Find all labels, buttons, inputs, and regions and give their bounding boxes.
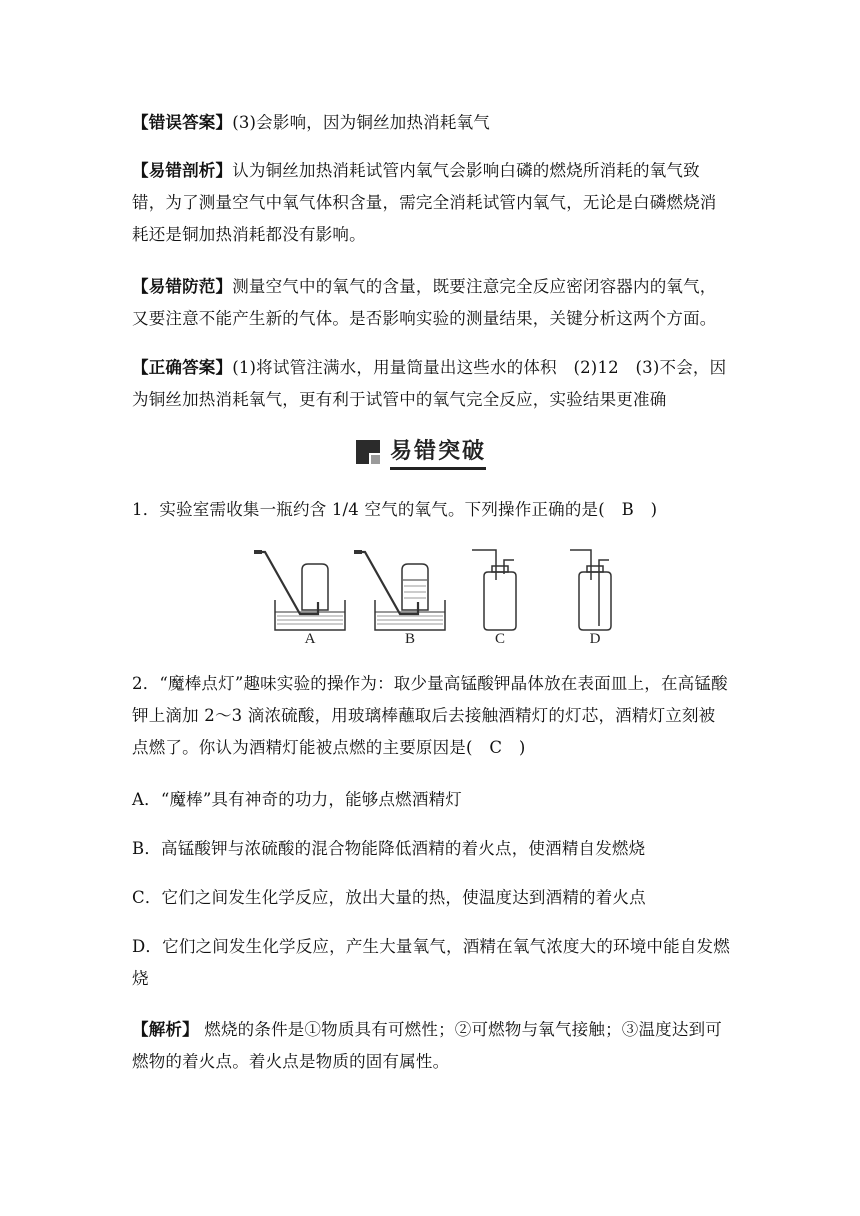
section-title: 易错突破 — [390, 434, 486, 470]
section-heading — [356, 432, 486, 472]
option-d — [132, 931, 732, 995]
error-prevention-paragraph — [132, 271, 732, 335]
question-1 — [132, 494, 732, 526]
question-2 — [132, 668, 732, 764]
error-analysis-text: 认为铜丝加热消耗试管内氧气会影响白磷的燃烧所消耗的氧气致错，为了测量空气中氧气体积含量，需完全消耗试管内氧气，无论是白磷燃烧消耗还是铜加热消耗都没有影响。 — [132, 161, 717, 244]
option-d-text: D．它们之间发生化学反应，产生大量氧气，酒精在氧气浓度大的环境中能自发燃烧 — [132, 937, 730, 988]
question-2-stem: 2．“魔棒点灯”趣味实验的操作为：取少量高锰酸钾晶体放在表面皿上，在高锰酸钾上滴加 2～3 滴浓硫酸，用玻璃棒蘸取后去接触酒精灯的灯芯，酒精灯立刻被点燃了。你认为酒精灯能被点燃的主要原因是( C ) — [132, 674, 728, 757]
correct-answer-paragraph — [132, 352, 732, 416]
analysis-text: 燃烧的条件是①物质具有可燃性；②可燃物与氧气接触；③温度达到可燃物的着火点。着火点是物质的固有属性。 — [132, 1020, 722, 1071]
correct-answer-tag: 【正确答案】 — [132, 358, 233, 377]
option-a — [132, 784, 732, 816]
error-prevention-tag: 【易错防范】 — [132, 277, 233, 296]
gas-collection-figure — [250, 540, 630, 655]
error-prevention-text: 测量空气中的氧气的含量，既要注意完全反应密闭容器内的氧气，又要注意不能产生新的气体。是否影响实验的测量结果，关键分析这两个方面。 — [132, 277, 717, 328]
option-b — [132, 833, 732, 865]
error-answer-paragraph — [132, 107, 732, 139]
error-analysis-tag: 【易错剖析】 — [132, 161, 233, 180]
error-answer-tag: 【错误答案】 — [132, 113, 233, 132]
square-icon — [356, 440, 380, 464]
option-c — [132, 882, 732, 914]
figure-label-c: C — [494, 631, 505, 647]
apparatus-diagram — [250, 540, 630, 632]
error-answer-text: (3)会影响，因为铜丝加热消耗氧气 — [232, 113, 490, 132]
analysis-tag: 【解析】 — [132, 1020, 199, 1039]
question-1-text: 1．实验室需收集一瓶约含 1/4 空气的氧气。下列操作正确的是( B ) — [132, 500, 658, 519]
option-c-text: C．它们之间发生化学反应，放出大量的热，使温度达到酒精的着火点 — [132, 888, 646, 907]
figure-label-a: A — [304, 631, 316, 647]
option-b-text: B．高锰酸钾与浓硫酸的混合物能降低酒精的着火点，使酒精自发燃烧 — [132, 839, 646, 858]
option-a-text: A．“魔棒”具有神奇的功力，能够点燃酒精灯 — [132, 790, 462, 809]
analysis-paragraph — [132, 1014, 732, 1078]
correct-answer-text: (1)将试管注满水，用量筒量出这些水的体积 (2)12 (3)不会，因为铜丝加热消耗氧气，更有利于试管中的氧气完全反应，实验结果更准确 — [132, 358, 727, 409]
figure-label-b: B — [404, 631, 415, 647]
error-analysis-paragraph — [132, 155, 732, 251]
figure-label-d: D — [589, 631, 601, 647]
